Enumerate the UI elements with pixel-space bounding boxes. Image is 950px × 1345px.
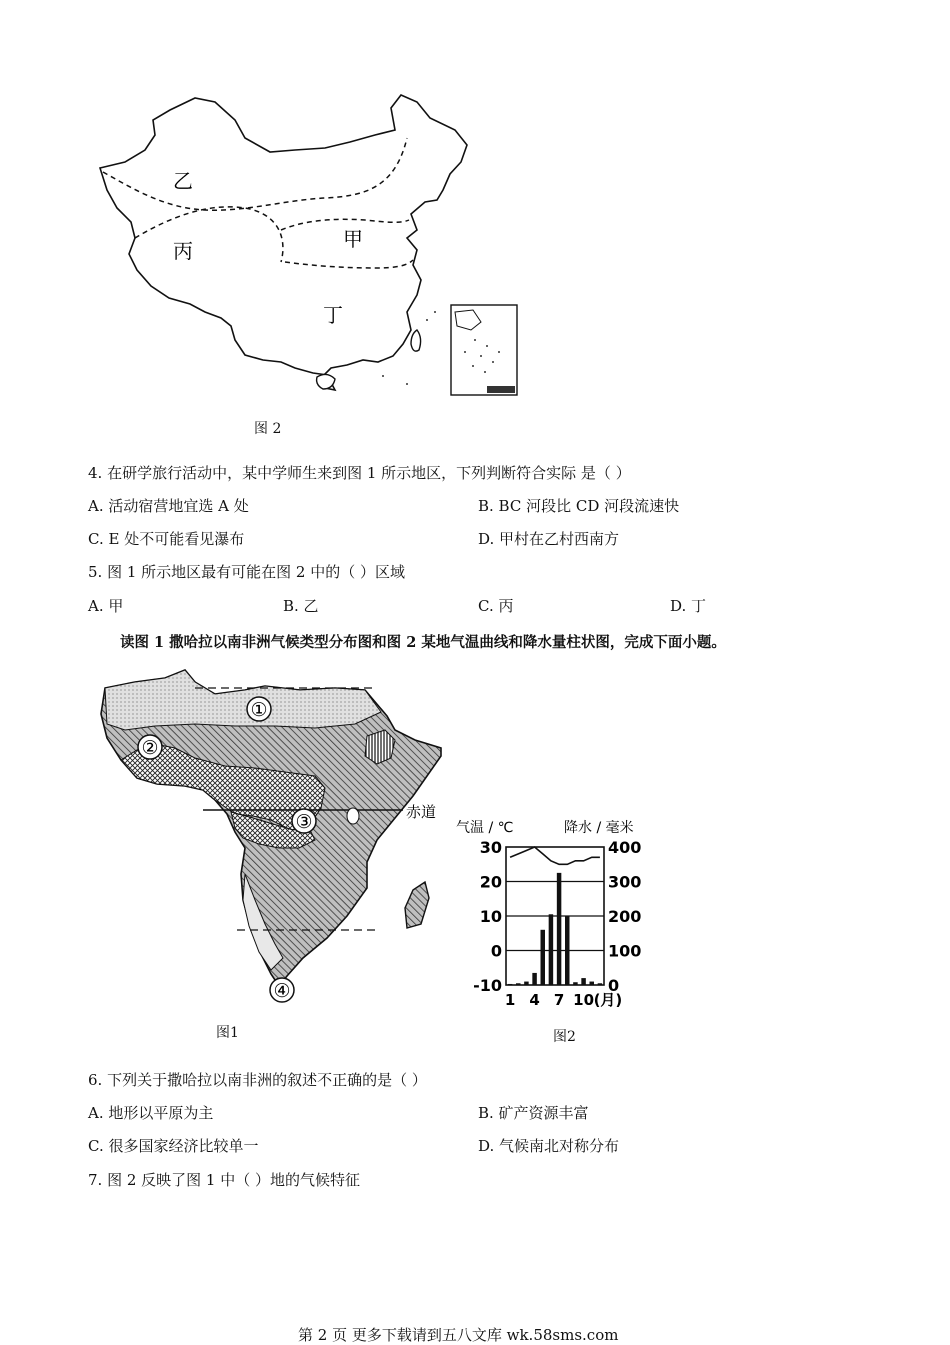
china-map (95, 90, 525, 400)
y-left-tick-label: 10 (479, 907, 502, 926)
material-intro: 读图 1 撒哈拉以南非洲气候类型分布图和图 2 某地气温曲线和降水量柱状图，完成下面小题。 (120, 634, 726, 651)
climate-chart-caption: 图2 (553, 1029, 576, 1045)
precip-bar (524, 982, 528, 985)
precip-bar (581, 978, 585, 985)
question-4-option-b[interactable]: B. BC 河段比 CD 河段流速快 (478, 497, 680, 515)
taiwan-island (411, 330, 421, 351)
y-left-tick-label: 20 (479, 872, 502, 892)
question-5-stem: 5. 图 1 所示地区最有可能在图 2 中的（ ）区域 (88, 563, 406, 581)
zone-label-1: ① (250, 699, 268, 721)
x-tick-label: 10 (573, 991, 595, 1009)
y-left-tick-label: 30 (479, 838, 502, 857)
precip-bar (598, 983, 602, 985)
y-right-label: 降水 / 毫米 (564, 820, 634, 836)
climate-chart (448, 815, 663, 1015)
zone-label-4: ④ (273, 980, 291, 1002)
question-4-option-a[interactable]: A. 活动宿营地宜选 A 处 (88, 497, 249, 515)
question-5-option-d[interactable]: D. 丁 (670, 597, 707, 615)
hainan-island (317, 374, 335, 389)
equator-label: 赤道 (406, 803, 437, 821)
y-right-tick-label: 400 (608, 838, 642, 857)
boundary-line (285, 260, 413, 268)
y-left-label: 气温 / ℃ (456, 820, 514, 836)
boundary-line (135, 207, 283, 262)
x-tick-label: 4 (529, 991, 540, 1009)
zone-label-2: ② (141, 737, 159, 759)
question-6-option-a[interactable]: A. 地形以平原为主 (88, 1104, 214, 1122)
region-label-jia: 甲 (343, 227, 363, 251)
x-tick-label: 1 (504, 991, 516, 1009)
question-5-option-a[interactable]: A. 甲 (88, 597, 124, 615)
precip-bar (541, 930, 545, 985)
region-label-yi: 乙 (173, 169, 193, 193)
question-6-option-d[interactable]: D. 气候南北对称分布 (478, 1137, 620, 1155)
precip-bar (549, 914, 553, 985)
question-5-option-c[interactable]: C. 丙 (478, 597, 514, 615)
y-left-tick-label: -10 (473, 976, 502, 995)
region-label-bing: 丙 (173, 239, 193, 263)
question-7-stem: 7. 图 2 反映了图 1 中（ ）地的气候特征 (88, 1171, 361, 1189)
y-right-tick-label: 200 (608, 907, 642, 926)
precip-bar (565, 916, 569, 985)
precip-bar (532, 973, 536, 985)
question-4-stem: 4. 在研学旅行活动中，某中学师生来到图 1 所示地区，下列判断符合实际 是（ ） (88, 464, 631, 482)
africa-climate-map (95, 668, 450, 1008)
madagascar (405, 882, 429, 928)
question-4-option-d[interactable]: D. 甲村在乙村西南方 (478, 530, 620, 548)
x-unit-label: (月) (593, 991, 623, 1009)
question-4-option-c[interactable]: C. E 处不可能看见瀑布 (88, 530, 245, 548)
precip-bar (557, 873, 561, 985)
y-right-tick-label: 0 (608, 976, 620, 995)
question-5-option-b[interactable]: B. 乙 (283, 597, 319, 615)
south-china-sea-inset (451, 305, 517, 395)
y-left-tick-label: 0 (490, 941, 502, 961)
question-6-option-c[interactable]: C. 很多国家经济比较单一 (88, 1137, 259, 1155)
precip-bar (516, 983, 520, 985)
y-right-tick-label: 300 (608, 872, 642, 892)
question-6-option-b[interactable]: B. 矿产资源丰富 (478, 1104, 589, 1122)
precip-bar (590, 982, 594, 985)
zone-1-desert (105, 670, 381, 730)
precip-bar (508, 984, 512, 985)
question-6-stem: 6. 下列关于撒哈拉以南非洲的叙述不正确的是（ ） (88, 1071, 427, 1089)
region-label-ding: 丁 (323, 303, 343, 327)
precip-bar (573, 982, 577, 985)
page-footer: 第 2 页 更多下载请到五八文库 wk.58sms.com (298, 1326, 619, 1344)
africa-map-caption: 图1 (216, 1025, 239, 1041)
zone-label-3: ③ (295, 811, 313, 833)
y-right-tick-label: 100 (608, 941, 642, 961)
boundary-line (103, 138, 407, 210)
china-map-caption: 图 2 (254, 421, 282, 437)
x-tick-label: 7 (553, 991, 565, 1009)
